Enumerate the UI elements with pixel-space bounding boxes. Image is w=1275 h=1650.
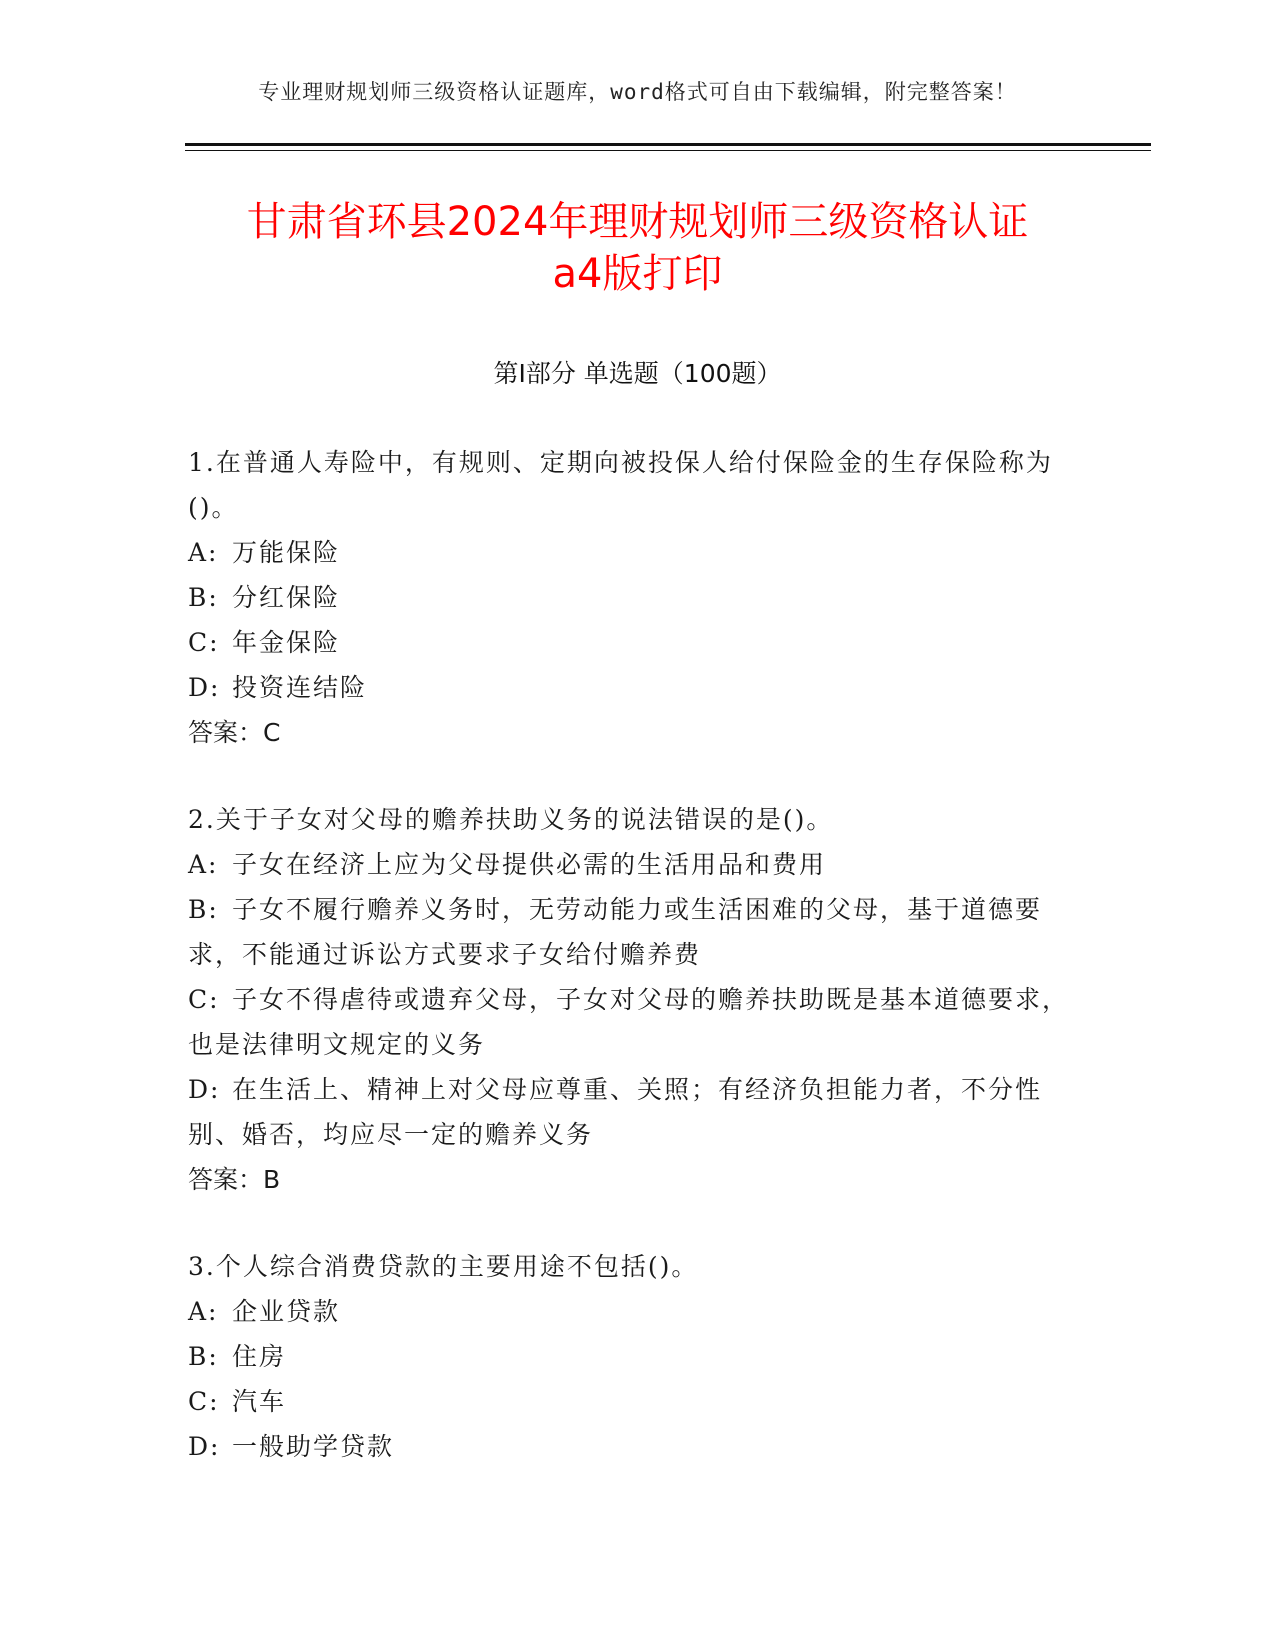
option-letter: C: [188, 985, 220, 1014]
question-1 [188, 440, 1078, 755]
header-note: 专业理财规划师三级资格认证题库，word格式可自由下载编辑，附完整答案！ [258, 80, 1017, 104]
option-letter: D: [188, 1432, 221, 1461]
option-b [188, 1334, 1078, 1379]
option-text: 企业贷款 [232, 1297, 341, 1326]
option-text: 在生活上、精神上对父母应尊重、关照；有经济负担能力者，不分性别、婚否，均应尽一定的赡养义务 [188, 1075, 1043, 1149]
option-c [188, 1379, 1078, 1424]
option-a [188, 842, 1078, 887]
option-c [188, 620, 1078, 665]
answer-line: 答案：C [188, 718, 281, 747]
question-stem: 3.个人综合消费贷款的主要用途不包括()。 [188, 1252, 699, 1281]
option-letter: D: [188, 673, 221, 702]
option-letter: A: [188, 1297, 219, 1326]
option-letter: B: [188, 583, 219, 612]
document-title [0, 196, 1275, 300]
option-text: 一般助学贷款 [232, 1432, 395, 1461]
option-letter: D: [188, 1075, 221, 1104]
option-text: 子女不得虐待或遗弃父母，子女对父母的赡养扶助既是基本道德要求，也是法律明文规定的义务 [188, 985, 1070, 1059]
option-b [188, 575, 1078, 620]
option-d [188, 1067, 1078, 1157]
option-d [188, 1424, 1078, 1469]
option-a [188, 530, 1078, 575]
title-line-2: a4版打印 [552, 251, 723, 297]
header-rule-thin [185, 150, 1151, 151]
option-text: 住房 [232, 1342, 287, 1371]
option-letter: B: [188, 1342, 219, 1371]
question-list [188, 440, 1078, 1511]
header-rule-thick [185, 143, 1151, 146]
question-3 [188, 1244, 1078, 1469]
question-stem: 1.在普通人寿险中，有规则、定期向被投保人给付保险金的生存保险称为()。 [188, 448, 1053, 522]
option-b [188, 887, 1078, 977]
option-text: 投资连结险 [232, 673, 368, 702]
option-text: 分红保险 [232, 583, 341, 612]
option-text: 万能保险 [232, 538, 341, 567]
option-text: 子女在经济上应为父母提供必需的生活用品和费用 [232, 850, 827, 879]
answer-line: 答案：B [188, 1165, 281, 1194]
option-letter: C: [188, 1387, 220, 1416]
option-letter: C: [188, 628, 220, 657]
option-letter: A: [188, 850, 219, 879]
question-2 [188, 797, 1078, 1202]
option-a [188, 1289, 1078, 1334]
option-letter: B: [188, 895, 219, 924]
option-text: 汽车 [232, 1387, 287, 1416]
option-d [188, 665, 1078, 710]
section-heading: 第I部分 单选题（100题） [493, 359, 782, 388]
question-stem: 2.关于子女对父母的赡养扶助义务的说法错误的是()。 [188, 805, 834, 834]
option-text: 年金保险 [232, 628, 341, 657]
title-line-1: 甘肃省环县2024年理财规划师三级资格认证 [246, 199, 1029, 245]
option-text: 子女不履行赡养义务时，无劳动能力或生活困难的父母，基于道德要求，不能通过诉讼方式要求子女给付赡养费 [188, 895, 1043, 969]
option-letter: A: [188, 538, 219, 567]
option-c [188, 977, 1078, 1067]
